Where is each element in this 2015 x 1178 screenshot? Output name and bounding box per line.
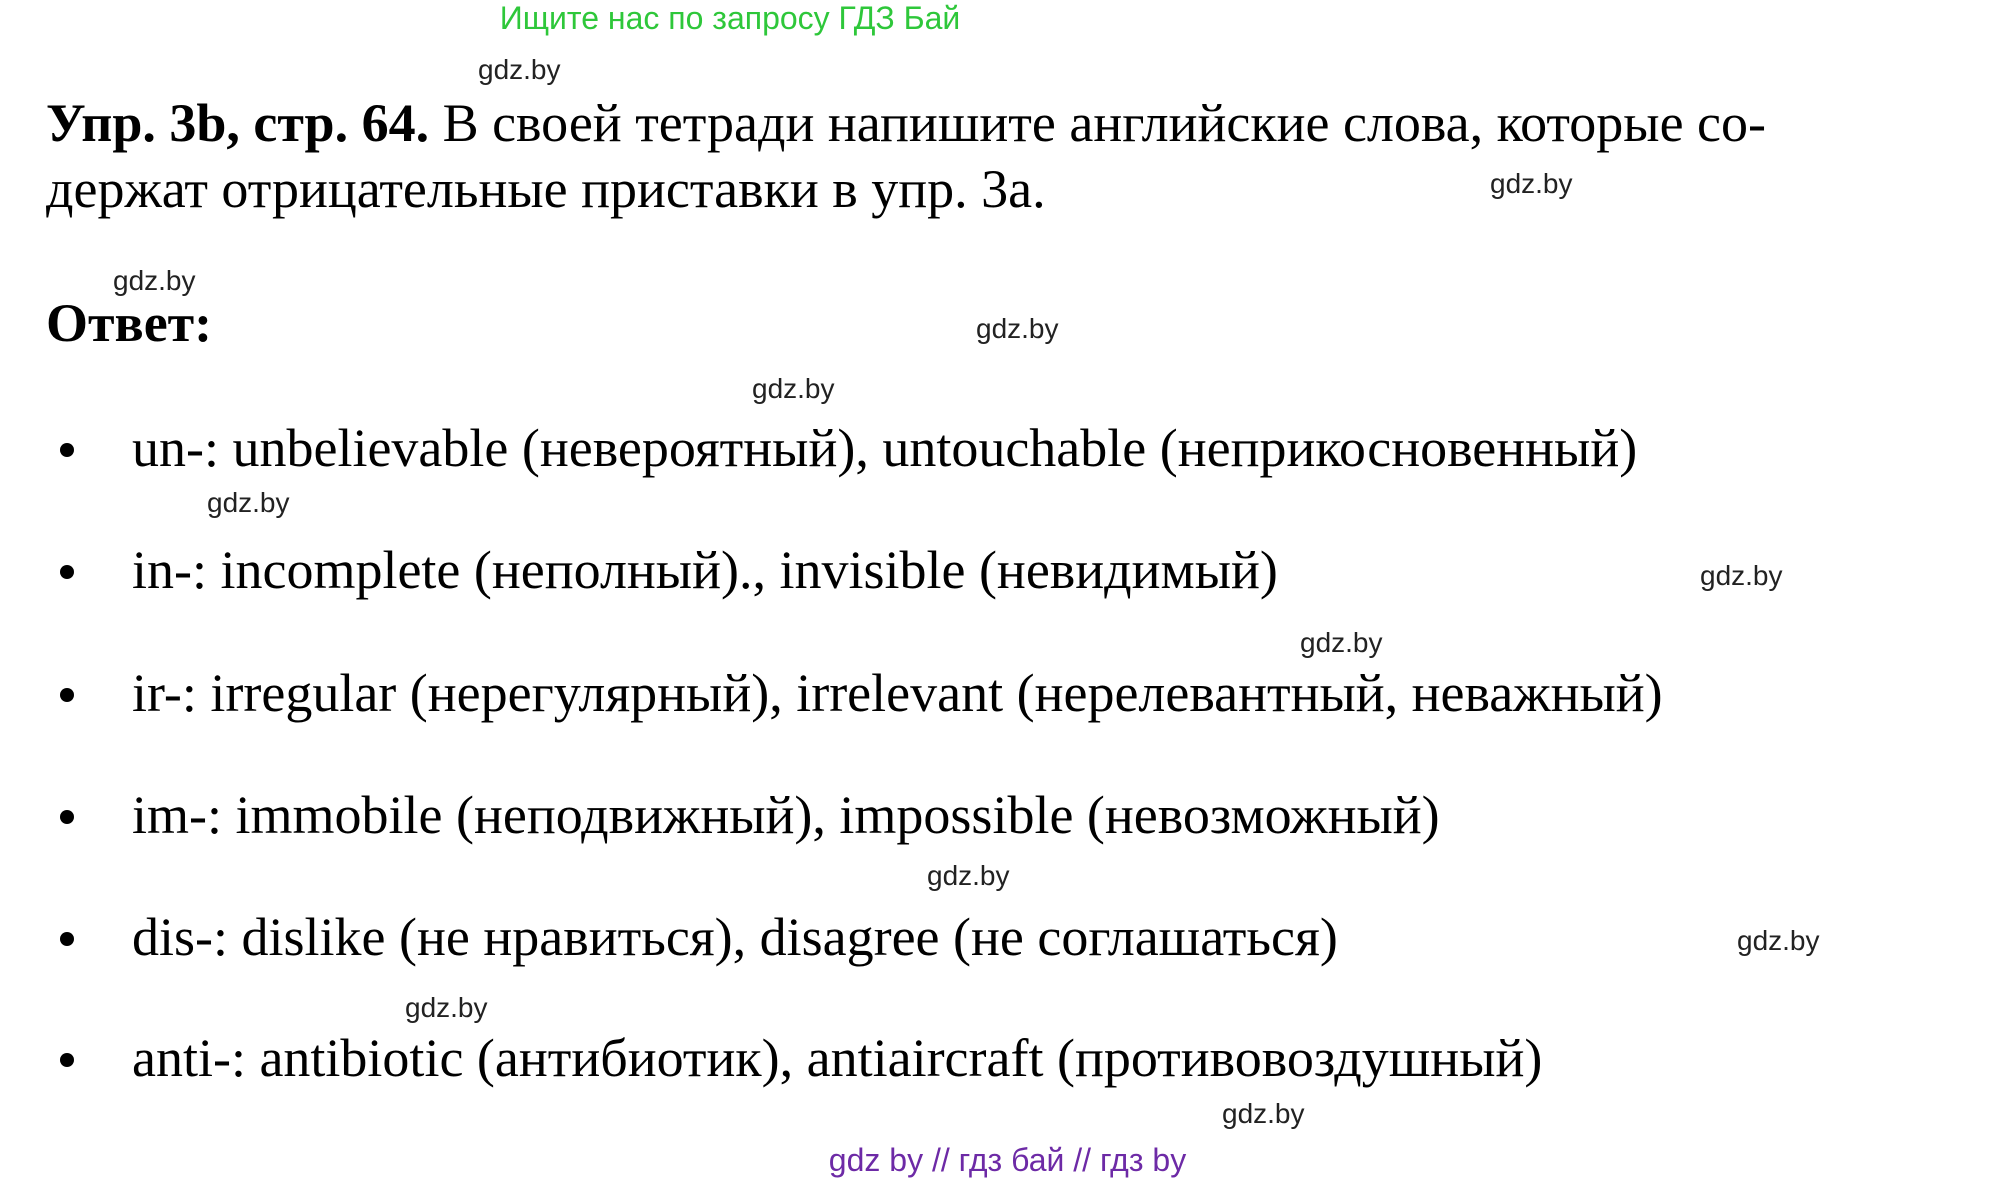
answer-text: anti-: antibiotic (антибиотик), antiaircraft (противовоздушный) (132, 1028, 1543, 1088)
watermark: gdz.by (1700, 560, 1783, 591)
watermark: gdz.by (478, 54, 561, 85)
task-text-line2: держат отрицательные приставки в упр. 3а. (46, 159, 1046, 219)
task-statement (46, 90, 1966, 222)
bullet-icon (60, 688, 74, 702)
watermark: gdz.by (752, 373, 835, 404)
watermark: gdz.by (1222, 1098, 1305, 1129)
bullet-icon (60, 1053, 74, 1067)
bullet-icon (60, 443, 74, 457)
list-item (60, 537, 1278, 603)
list-item (60, 904, 1338, 970)
watermark: gdz.by (113, 265, 196, 296)
watermark: gdz.by (1490, 168, 1573, 199)
bullet-icon (60, 932, 74, 946)
task-heading: Упр. 3b, стр. 64. (46, 93, 430, 153)
watermark: gdz.by (1300, 627, 1383, 658)
search-banner: Ищите нас по запросу ГДЗ Бай (499, 0, 961, 36)
watermark: gdz.by (207, 487, 290, 518)
answer-label: Ответ: (46, 293, 213, 353)
list-item (60, 1025, 1542, 1091)
answer-text: im-: immobile (неподвижный), impossible (невозможный) (132, 785, 1440, 845)
task-text-line1: В своей тетради напишите английские слова, которые со- (429, 93, 1766, 153)
answer-text: dis-: dislike (не нравиться), disagree (не соглашаться) (132, 907, 1338, 967)
watermark: gdz.by (927, 860, 1010, 891)
footer-watermark: gdz by // гдз бай // гдз by (828, 1142, 1187, 1178)
bullet-icon (60, 810, 74, 824)
watermark: gdz.by (405, 992, 488, 1023)
answer-text: un-: unbelievable (невероятный), untouchable (неприкосновенный) (132, 418, 1638, 478)
watermark: gdz.by (1737, 925, 1820, 956)
watermark: gdz.by (976, 313, 1059, 344)
list-item (60, 415, 1637, 481)
answer-text: in-: incomplete (неполный)., invisible (невидимый) (132, 540, 1278, 600)
bullet-icon (60, 565, 74, 579)
list-item (60, 660, 1663, 726)
answer-text: ir-: irregular (нерегулярный), irrelevant (нерелевантный, неважный) (132, 663, 1663, 723)
list-item (60, 782, 1440, 848)
